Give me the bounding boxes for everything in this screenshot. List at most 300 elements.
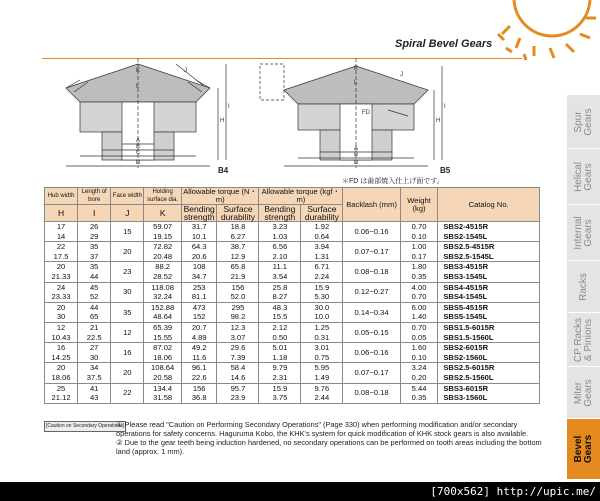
table-cell-kb — [259, 322, 301, 342]
figure-label-b5: B5 — [440, 166, 451, 175]
cell-line: 52.0 — [230, 292, 246, 302]
cell-line: 65.8 — [230, 262, 246, 272]
table-cell-ts — [217, 222, 259, 242]
cell-line: 18.8 — [230, 222, 246, 231]
cell-line: 1.40 — [411, 312, 427, 322]
table-cell-h — [45, 343, 78, 363]
cell-line: 0.70 — [411, 322, 427, 332]
cell-line: 49.2 — [191, 343, 207, 353]
table-cell-ts — [217, 343, 259, 363]
cell-line: 45 — [89, 282, 99, 292]
cell-line: 21 — [89, 322, 99, 332]
header-catalog-no: Catalog No. — [438, 188, 540, 222]
table-cell-j: 16 — [111, 343, 144, 363]
cell-line: 28.52 — [153, 271, 173, 281]
cell-line: 22.6 — [191, 372, 207, 382]
table-cell-j: 22 — [111, 383, 144, 403]
table-cell-w — [400, 242, 438, 262]
table-cell-k — [144, 343, 182, 363]
table-cell-k — [144, 383, 182, 403]
table-cell-ks — [301, 242, 343, 262]
table-cell-i — [78, 363, 111, 383]
cell-line: 36.8 — [191, 393, 207, 403]
header-torque-kgfm: Allowable torque (kgf・m) — [259, 188, 343, 205]
table-cell-ts — [217, 363, 259, 383]
table-row — [45, 282, 540, 302]
fd-note: ＊FD は歯部焼入仕上げ面です。 — [342, 178, 444, 185]
svg-text:FD: FD — [362, 110, 370, 116]
svg-text:A: A — [136, 138, 141, 144]
cell-line: 20 — [56, 262, 66, 272]
table-cell-j: 35 — [111, 302, 144, 322]
figure-label-b4: B4 — [218, 166, 229, 175]
table-cell-ks — [301, 383, 343, 403]
table-cell-cat — [438, 383, 540, 403]
table-row — [45, 383, 540, 403]
cell-line: 4.89 — [191, 332, 207, 342]
cell-line: 118.08 — [151, 282, 174, 292]
cell-line: 253 — [192, 282, 206, 292]
table-cell-k — [144, 322, 182, 342]
table-cell-ks — [301, 363, 343, 383]
table-cell-ts — [217, 322, 259, 342]
cell-line: 20.7 — [191, 322, 207, 332]
table-row — [45, 242, 540, 262]
tab-spur-gears[interactable] — [567, 94, 600, 149]
tab-miter-gears[interactable] — [567, 366, 600, 419]
table-row — [45, 262, 540, 282]
cell-line: 20.48 — [153, 251, 173, 261]
table-cell-w — [400, 363, 438, 383]
cell-line: 2.44 — [314, 393, 330, 403]
table-cell-k — [144, 262, 182, 282]
cell-line: 5.95 — [314, 363, 330, 373]
cell-line: 3.94 — [314, 242, 330, 252]
cell-line: 6.00 — [411, 302, 427, 312]
cell-line: 52 — [89, 292, 99, 302]
cell-line: 2.12 — [272, 322, 288, 332]
cell-line: 3.24 — [411, 363, 427, 373]
sub-surface: Surface durability — [301, 205, 343, 222]
cell-line: 20.58 — [153, 372, 173, 382]
cell-line: 2.10 — [272, 251, 288, 261]
table-cell-tb — [181, 363, 217, 383]
table-cell-h — [45, 363, 78, 383]
cell-line: SBS2.5-1560L — [443, 372, 494, 382]
cell-line: 17 — [56, 222, 66, 231]
cell-line: 22.5 — [86, 332, 102, 342]
cell-line: SBS2.5-6015R — [443, 363, 495, 373]
table-cell-cat — [438, 363, 540, 383]
table-cell-w — [400, 262, 438, 282]
svg-text:K: K — [354, 66, 359, 72]
cell-line: 41 — [89, 383, 99, 393]
letter-k: K — [144, 205, 182, 222]
cell-line: 20.6 — [191, 251, 207, 261]
cell-line: 3.23 — [272, 222, 288, 231]
cell-line: 12.9 — [230, 251, 246, 261]
table-cell-j: 30 — [111, 282, 144, 302]
cell-line: 24 — [56, 282, 66, 292]
cell-line: 10.0 — [314, 312, 330, 322]
cell-line: 29 — [89, 231, 99, 241]
table-cell-k — [144, 282, 182, 302]
header-length-of-bore: Length of bore — [78, 188, 111, 205]
tab-label: Miter Gears — [572, 379, 594, 407]
cell-line: 37 — [89, 251, 99, 261]
table-cell-h — [45, 242, 78, 262]
cell-line: 1.60 — [411, 343, 427, 353]
cell-line: 30 — [89, 352, 99, 362]
cell-line: 11.1 — [272, 262, 288, 272]
tab-label: Spur Gears — [572, 108, 594, 136]
cell-line: 9.76 — [314, 383, 330, 393]
table-cell-cat — [438, 302, 540, 322]
table-cell-h — [45, 302, 78, 322]
cell-line: 14.25 — [51, 352, 71, 362]
svg-text:L: L — [354, 80, 358, 86]
cell-line: SBS5-4515R — [443, 302, 489, 312]
cell-line: 43 — [89, 393, 99, 403]
cell-line: 15.5 — [272, 312, 288, 322]
sub-bending: Bending strength — [259, 205, 301, 222]
svg-text:L: L — [136, 84, 140, 90]
table-cell-backlash: 0.14~0.34 — [343, 302, 400, 322]
cell-line: 21.9 — [230, 271, 246, 281]
sub-bending: Bending strength — [181, 205, 217, 222]
cell-line: 19.15 — [153, 231, 173, 241]
svg-text:A: A — [354, 146, 359, 152]
cell-line: 48.3 — [272, 302, 288, 312]
cell-line: 23.33 — [51, 292, 71, 302]
cell-line: 26 — [89, 222, 99, 231]
table-cell-backlash: 0.07~0.17 — [343, 363, 400, 383]
table-cell-cat — [438, 242, 540, 262]
table-cell-kb — [259, 282, 301, 302]
image-host-footer — [0, 482, 600, 501]
cell-line: 64.3 — [191, 242, 207, 252]
table-row — [45, 363, 540, 383]
table-cell-k — [144, 222, 182, 242]
cell-line: 32.24 — [153, 292, 173, 302]
cell-line: 15.55 — [153, 332, 173, 342]
cell-line: 156 — [231, 282, 245, 292]
cell-line: 1.31 — [314, 251, 330, 261]
cell-line: 34.7 — [191, 271, 207, 281]
table-cell-h — [45, 262, 78, 282]
table-cell-ts — [217, 282, 259, 302]
letter-j: J — [111, 205, 144, 222]
cell-line: SBS4-1545L — [443, 292, 488, 302]
cell-line: 1.25 — [314, 322, 330, 332]
table-cell-kb — [259, 302, 301, 322]
header-torque-nm: Allowable torque (N・m) — [183, 187, 258, 204]
table-cell-backlash: 0.08~0.18 — [343, 383, 400, 403]
cell-line: SBS1.5-6015R — [443, 322, 495, 332]
cell-line: 18.06 — [51, 372, 71, 382]
table-row — [45, 322, 540, 342]
svg-text:H: H — [436, 118, 441, 124]
tab-label: Helical Gears — [572, 161, 594, 193]
cell-line: 7.39 — [230, 352, 246, 362]
svg-text:J: J — [400, 72, 403, 78]
cell-line: 11.6 — [192, 352, 207, 362]
cell-line: 21.12 — [51, 393, 71, 403]
cell-line: 23.9 — [230, 393, 246, 403]
table-cell-ks — [301, 222, 343, 242]
svg-text:I: I — [228, 104, 230, 110]
cell-line: 1.18 — [272, 352, 288, 362]
cell-line: 44 — [89, 271, 99, 281]
cell-line: 87.02 — [153, 343, 173, 353]
cell-line: 30 — [56, 312, 66, 322]
header-face-width: Face width — [111, 188, 144, 205]
table-cell-k — [144, 242, 182, 262]
table-cell-i — [78, 222, 111, 242]
cell-line: 0.31 — [314, 332, 330, 342]
tab-internal-gears[interactable] — [567, 204, 600, 261]
cell-line: 14.6 — [230, 372, 246, 382]
svg-text:I: I — [444, 104, 446, 110]
gear-decoration-icon — [490, 0, 600, 70]
tab-racks[interactable] — [567, 260, 600, 313]
cell-line: 2.31 — [272, 372, 288, 382]
cell-line: 81.1 — [191, 292, 207, 302]
note-2: ② Due to the gear teeth being induction hardened, no secondary operations can be performed on tooth areas including the bottom land (approx. 1 mm). — [116, 438, 542, 456]
table-cell-ks — [301, 302, 343, 322]
table-cell-w — [400, 322, 438, 342]
cell-line: 98.2 — [230, 312, 246, 322]
table-cell-tb — [181, 302, 217, 322]
tab-cp-racks-and-pinions[interactable] — [567, 312, 600, 367]
cell-line: 0.50 — [272, 332, 288, 342]
drawing-b5 — [258, 58, 451, 176]
cell-line: SBS3-6015R — [443, 383, 489, 393]
cell-line: 59.07 — [153, 222, 173, 231]
cell-line: 0.10 — [411, 352, 427, 362]
table-cell-j: 12 — [111, 322, 144, 342]
table-cell-backlash: 0.08~0.18 — [343, 262, 400, 282]
cell-line: 473 — [192, 302, 206, 312]
cell-line: 0.20 — [411, 372, 427, 382]
table-cell-backlash: 0.12~0.27 — [343, 282, 400, 302]
cell-line: 20 — [56, 302, 66, 312]
cell-line: 1.92 — [314, 222, 330, 231]
cell-line: SBS2.5-4515R — [443, 242, 495, 252]
table-cell-ts — [217, 383, 259, 403]
cell-line: 34 — [89, 363, 99, 373]
cell-line: 1.00 — [411, 242, 427, 252]
cell-line: SBS1.5-1560L — [443, 332, 494, 342]
cell-line: SBS2-1560L — [443, 352, 488, 362]
header-holding-surface: Holding surface dia. — [144, 188, 182, 205]
cell-line: 14 — [56, 231, 66, 241]
table-cell-ks — [301, 282, 343, 302]
table-cell-kb — [259, 343, 301, 363]
table-cell-kb — [259, 262, 301, 282]
dim-k: K — [136, 68, 141, 74]
cell-line: 152.88 — [151, 302, 175, 312]
cell-line: 95.7 — [230, 383, 246, 393]
table-row — [45, 343, 540, 363]
table-cell-cat — [438, 262, 540, 282]
table-row — [45, 222, 540, 242]
table-cell-cat — [438, 343, 540, 363]
cell-line: 134.4 — [153, 383, 173, 393]
cell-line: 58.4 — [230, 363, 246, 373]
table-cell-kb — [259, 363, 301, 383]
table-cell-w — [400, 343, 438, 363]
table-cell-w — [400, 282, 438, 302]
cell-line: 0.05 — [411, 332, 427, 342]
cell-line: 72.82 — [153, 242, 173, 252]
cell-line: 2.24 — [314, 271, 330, 281]
table-cell-backlash: 0.07~0.17 — [343, 242, 400, 262]
cell-line: 10.43 — [51, 332, 71, 342]
sub-surface: Surface durability — [217, 205, 259, 222]
table-cell-ks — [301, 262, 343, 282]
cell-line: 35 — [89, 262, 99, 272]
tab-label: Racks — [577, 273, 589, 301]
table-cell-w — [400, 383, 438, 403]
cell-line: 0.35 — [411, 271, 427, 281]
cell-line: 5.30 — [314, 292, 330, 302]
cell-line: 96.1 — [191, 363, 207, 373]
table-cell-i — [78, 383, 111, 403]
table-cell-i — [78, 282, 111, 302]
cell-line: 108.64 — [151, 363, 175, 373]
cell-line: SBS3-1560L — [443, 393, 488, 403]
table-cell-j: 23 — [111, 262, 144, 282]
table-cell-j: 20 — [111, 363, 144, 383]
header-weight: Weight (kg) — [400, 188, 438, 222]
cell-line: 0.17 — [411, 251, 427, 261]
cell-line: 12.3 — [230, 322, 246, 332]
cell-line: 108 — [192, 262, 206, 272]
footer-text: [700x562] http://upic.me/ — [430, 485, 596, 498]
cell-line: 0.10 — [411, 231, 427, 241]
cell-line: 6.56 — [272, 242, 288, 252]
cell-line: SBS2.5-1545L — [443, 251, 494, 261]
tab-label: Bevel Gears — [572, 434, 594, 464]
cell-line: 27 — [89, 343, 99, 353]
cell-line: 5.44 — [411, 383, 427, 393]
cell-line: 1.80 — [411, 262, 427, 272]
cell-line: 17.5 — [53, 251, 69, 261]
cell-line: 12 — [56, 322, 66, 332]
svg-text:C: C — [136, 150, 141, 156]
cell-line: 48.64 — [153, 312, 173, 322]
caution-tag: [Caution on Secondary Operations] — [44, 421, 126, 432]
table-cell-j: 15 — [111, 222, 144, 242]
table-cell-ts — [217, 262, 259, 282]
table-cell-tb — [181, 383, 217, 403]
cell-line: SBS2-6015R — [443, 343, 489, 353]
svg-text:H: H — [220, 118, 225, 124]
table-cell-i — [78, 322, 111, 342]
svg-text:B: B — [136, 144, 141, 150]
table-cell-kb — [259, 242, 301, 262]
spec-table-body — [45, 222, 540, 404]
table-cell-tb — [181, 322, 217, 342]
header-backlash: Backlash (mm) — [343, 188, 400, 222]
table-cell-i — [78, 343, 111, 363]
cell-line: 37.5 — [86, 372, 102, 382]
table-cell-i — [78, 262, 111, 282]
cell-line: 156 — [192, 383, 206, 393]
note-1: ① Please read "Caution on Performing Secondary Operations" (Page 330) when performing modification and/or secondary operations for safety concerns. Haguruma Kobo, the KHK's system for quick modification of KHK stock gears is also available. — [116, 420, 529, 438]
cell-line: 16 — [56, 343, 66, 353]
table-cell-tb — [181, 343, 217, 363]
cell-line: 15.9 — [272, 383, 288, 393]
table-cell-tb — [181, 282, 217, 302]
svg-text:D: D — [354, 160, 359, 166]
cell-line: 4.00 — [411, 282, 427, 292]
letter-i: I — [78, 205, 111, 222]
table-cell-ks — [301, 322, 343, 342]
cell-line: 21.33 — [51, 271, 71, 281]
cell-line: 25 — [56, 383, 66, 393]
cell-line: SBS5-1545L — [443, 312, 488, 322]
tab-bevel-gears[interactable] — [567, 418, 600, 479]
drawing-b4 — [44, 58, 234, 176]
table-cell-h — [45, 383, 78, 403]
cell-line: 0.35 — [411, 393, 427, 403]
cell-line: 18.06 — [153, 352, 173, 362]
cell-line: 3.54 — [272, 271, 288, 281]
table-cell-w — [400, 302, 438, 322]
table-cell-cat — [438, 222, 540, 242]
cell-line: 22 — [56, 242, 66, 252]
table-cell-h — [45, 322, 78, 342]
page-title: Spiral Bevel Gears — [395, 38, 493, 50]
cell-line: 25.8 — [272, 282, 288, 292]
table-cell-kb — [259, 383, 301, 403]
table-cell-tb — [181, 262, 217, 282]
cell-line: 1.03 — [272, 231, 288, 241]
cell-line: 44 — [89, 302, 99, 312]
svg-text:J: J — [184, 68, 187, 74]
cell-line: 3.75 — [272, 393, 288, 403]
table-cell-kb — [259, 222, 301, 242]
cell-line: 30.0 — [314, 302, 330, 312]
cell-line: 1.49 — [314, 372, 330, 382]
cell-line: 88.2 — [155, 262, 171, 272]
cell-line: SBS2-4515R — [443, 222, 489, 231]
table-cell-k — [144, 363, 182, 383]
cell-line: 38.7 — [230, 242, 246, 252]
cell-line: SBS2-1545L — [443, 231, 488, 241]
cell-line: 3.07 — [230, 332, 246, 342]
cell-line: SBS3-4515R — [443, 262, 489, 272]
cell-line: 0.70 — [411, 292, 427, 302]
table-cell-cat — [438, 282, 540, 302]
cell-line: 65.39 — [153, 322, 173, 332]
letter-h: H — [45, 205, 78, 222]
cell-line: 65 — [89, 312, 99, 322]
tab-helical-gears[interactable] — [567, 148, 600, 205]
spec-table — [44, 187, 540, 404]
cell-line: 9.79 — [272, 363, 288, 373]
tab-label: CP Racks & Pinions — [572, 317, 594, 363]
cell-line: 5.01 — [272, 343, 288, 353]
table-cell-h — [45, 222, 78, 242]
table-cell-cat — [438, 322, 540, 342]
cell-line: 152 — [192, 312, 206, 322]
cell-line: 6.71 — [314, 262, 330, 272]
table-cell-tb — [181, 222, 217, 242]
cell-line: 295 — [231, 302, 245, 312]
